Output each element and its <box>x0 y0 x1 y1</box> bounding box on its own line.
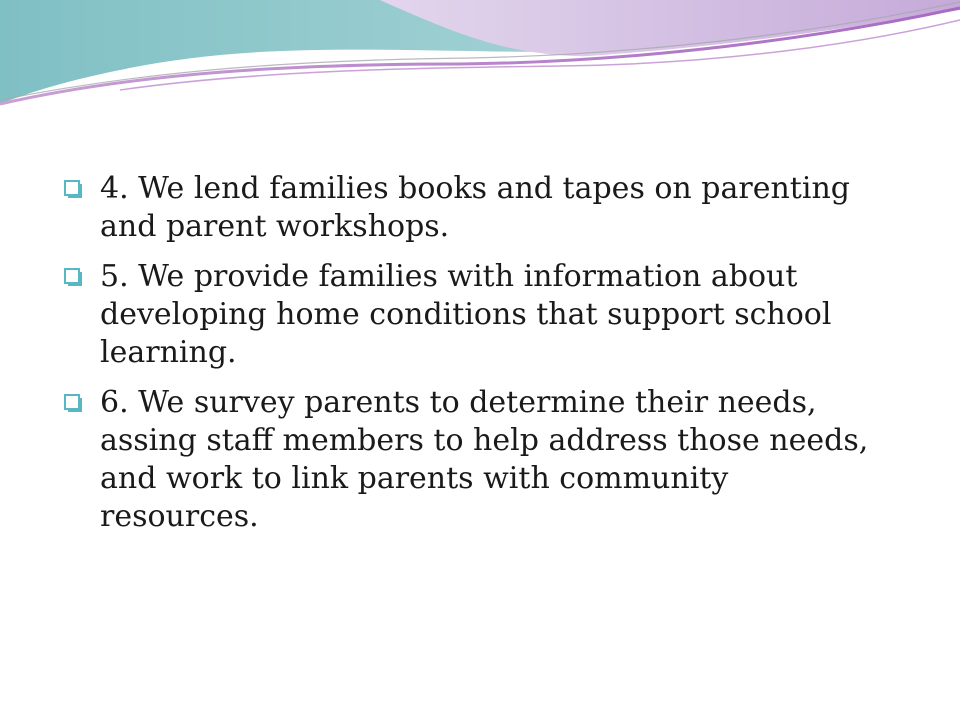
hollow-square-bullet-icon <box>64 394 82 412</box>
bullet-item <box>100 384 880 536</box>
bullet-text: 4. We lend families books and tapes on parenting and parent workshops. <box>100 171 850 244</box>
bullet-item <box>100 170 880 246</box>
bullet-text: 6. We survey parents to determine their needs, assing staff members to help address those needs, and work to link parents with community resources. <box>100 385 869 534</box>
hollow-square-bullet-icon <box>64 180 82 198</box>
bullet-item <box>100 258 880 372</box>
hollow-square-bullet-icon <box>64 268 82 286</box>
bullet-list <box>100 170 880 548</box>
header-swoosh-decoration <box>0 0 960 120</box>
bullet-text: 5. We provide families with information about developing home conditions that support school learning. <box>100 259 832 370</box>
